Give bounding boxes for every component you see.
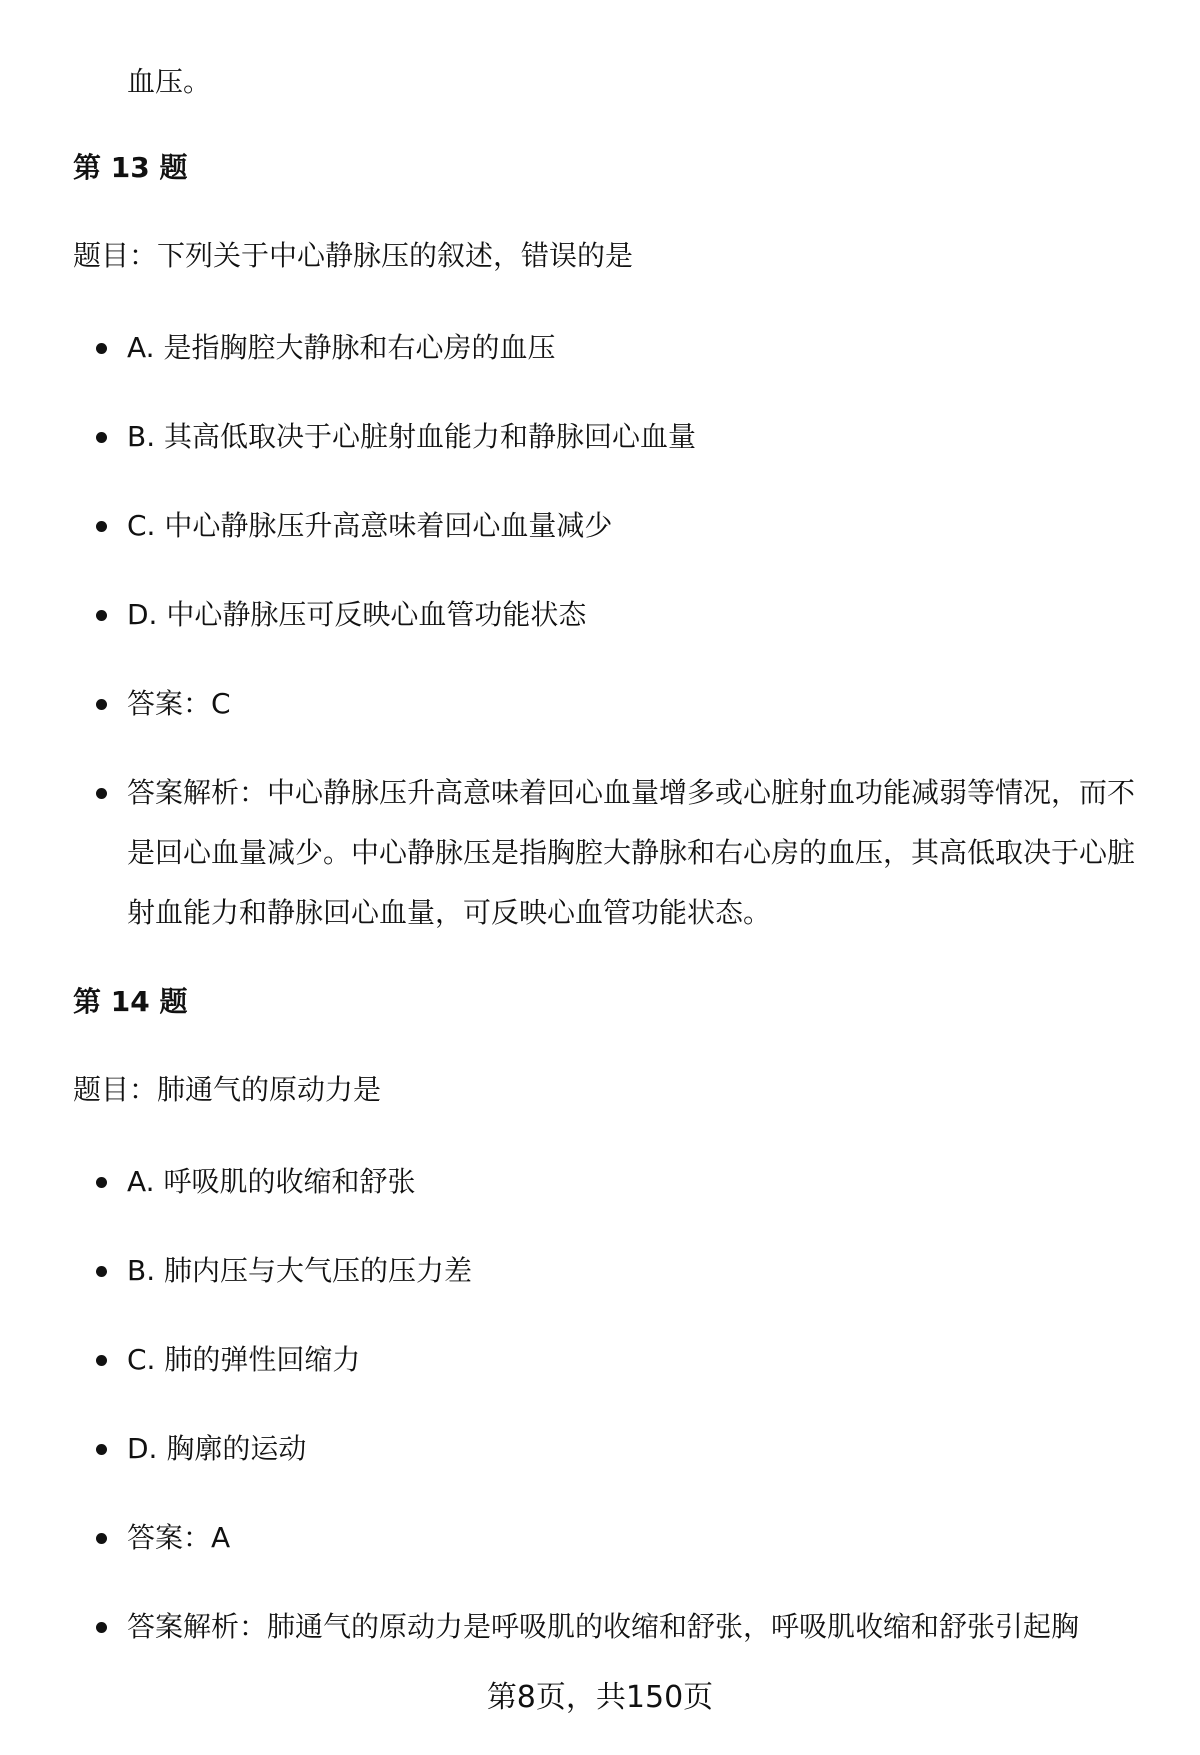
question-stem: 题目：肺通气的原动力是 bbox=[73, 1073, 382, 1106]
bullet-dot-icon bbox=[96, 1444, 107, 1455]
question-stem: 题目：下列关于中心静脉压的叙述，错误的是 bbox=[73, 239, 634, 272]
bullet-dot-icon bbox=[96, 432, 107, 443]
answer-text: 答案：A bbox=[127, 1521, 231, 1554]
analysis-item bbox=[96, 763, 1156, 943]
option-text: D. 中心静脉压可反映心血管功能状态 bbox=[127, 598, 587, 631]
option-text: B. 肺内压与大气压的压力差 bbox=[127, 1254, 473, 1287]
bullet-dot-icon bbox=[96, 1355, 107, 1366]
bullet-dot-icon bbox=[96, 1622, 107, 1633]
bullet-dot-icon bbox=[96, 1266, 107, 1277]
answer-text: 答案：C bbox=[127, 687, 231, 720]
bullet-dot-icon bbox=[96, 1533, 107, 1544]
analysis-text: 答案解析：肺通气的原动力是呼吸肌的收缩和舒张，呼吸肌收缩和舒张引起胸 bbox=[127, 1610, 1080, 1643]
question-heading: 第 13 题 bbox=[73, 151, 188, 184]
question-heading: 第 14 题 bbox=[73, 985, 188, 1018]
bullet-dot-icon bbox=[96, 699, 107, 710]
option-text: D. 胸廓的运动 bbox=[127, 1432, 307, 1465]
bullet-dot-icon bbox=[96, 521, 107, 532]
option-text: A. 是指胸腔大静脉和右心房的血压 bbox=[127, 331, 556, 364]
option-text: B. 其高低取决于心脏射血能力和静脉回心血量 bbox=[127, 420, 697, 453]
bullet-dot-icon bbox=[96, 788, 107, 799]
option-text: C. 中心静脉压升高意味着回心血量减少 bbox=[127, 509, 613, 542]
option-text: C. 肺的弹性回缩力 bbox=[127, 1343, 361, 1376]
bullet-dot-icon bbox=[96, 1177, 107, 1188]
bullet-dot-icon bbox=[96, 610, 107, 621]
bullet-dot-icon bbox=[96, 343, 107, 354]
option-text: A. 呼吸肌的收缩和舒张 bbox=[127, 1165, 416, 1198]
analysis-text: 答案解析：中心静脉压升高意味着回心血量增多或心脏射血功能减弱等情况，而不是回心血量减少。中心静脉压是指胸腔大静脉和右心房的血压，其高低取决于心脏射血能力和静脉回心血量，可反映心血管功能状态。 bbox=[127, 776, 1136, 929]
continuation-text: 血压。 bbox=[127, 65, 212, 98]
analysis-item bbox=[96, 1597, 1156, 1657]
page-footer: 第8页，共150页 bbox=[486, 1680, 714, 1715]
